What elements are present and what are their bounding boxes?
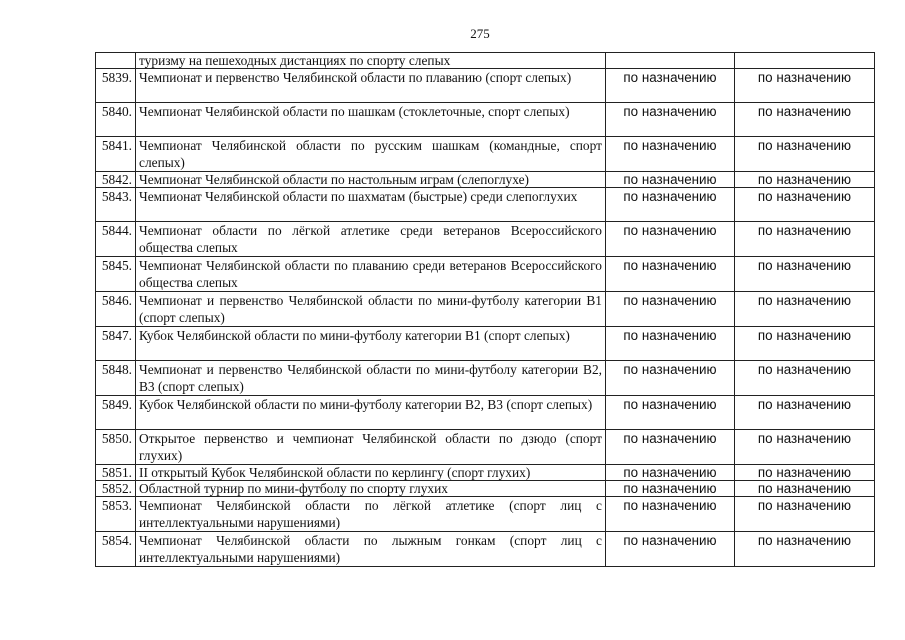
event-value-1: по назначению — [606, 292, 735, 327]
event-value-1: по назначению — [606, 361, 735, 396]
event-value-2: по назначению — [735, 172, 875, 188]
table-row — [96, 137, 875, 172]
event-name: Чемпионат Челябинской области по шашкам (стоклеточные, спорт слепых) — [136, 103, 606, 137]
row-number: 5847. — [96, 327, 136, 361]
event-name: Чемпионат области по лёгкой атлетике среди ветеранов Всероссийского общества слепых — [136, 222, 606, 257]
event-value-1 — [606, 53, 735, 69]
event-value-1: по назначению — [606, 137, 735, 172]
event-value-2: по назначению — [735, 137, 875, 172]
event-value-1: по назначению — [606, 327, 735, 361]
row-number: 5852. — [96, 481, 136, 497]
event-name: Чемпионат и первенство Челябинской области по мини-футболу категории B2, B3 (спорт слепых) — [136, 361, 606, 396]
table-row — [96, 257, 875, 292]
event-value-2 — [735, 53, 875, 69]
row-number: 5848. — [96, 361, 136, 396]
table-row — [96, 396, 875, 430]
table-row — [96, 69, 875, 103]
event-name: Открытое первенство и чемпионат Челябинской области по дзюдо (спорт глухих) — [136, 430, 606, 465]
event-value-2: по назначению — [735, 481, 875, 497]
event-value-1: по назначению — [606, 257, 735, 292]
row-number: 5843. — [96, 188, 136, 222]
table-row — [96, 292, 875, 327]
table-row — [96, 327, 875, 361]
table-row — [96, 430, 875, 465]
event-name: Областной турнир по мини-футболу по спорту глухих — [136, 481, 606, 497]
table-row — [96, 465, 875, 481]
event-value-2: по назначению — [735, 188, 875, 222]
event-value-1: по назначению — [606, 188, 735, 222]
table-row — [96, 188, 875, 222]
row-number: 5845. — [96, 257, 136, 292]
event-value-1: по назначению — [606, 430, 735, 465]
row-number: 5844. — [96, 222, 136, 257]
event-value-2: по назначению — [735, 292, 875, 327]
event-name: Чемпионат Челябинской области по настольным играм (слепоглухе) — [136, 172, 606, 188]
table-row — [96, 497, 875, 532]
events-table-body — [96, 53, 875, 567]
row-number: 5853. — [96, 497, 136, 532]
event-name: Кубок Челябинской области по мини-футболу категории B2, B3 (спорт слепых) — [136, 396, 606, 430]
event-name: Чемпионат Челябинской области по русским шашкам (командные, спорт слепых) — [136, 137, 606, 172]
event-value-1: по назначению — [606, 465, 735, 481]
table-row — [96, 172, 875, 188]
event-value-1: по назначению — [606, 172, 735, 188]
event-value-2: по назначению — [735, 257, 875, 292]
row-number: 5854. — [96, 532, 136, 567]
event-name: Чемпионат и первенство Челябинской области по плаванию (спорт слепых) — [136, 69, 606, 103]
event-value-2: по назначению — [735, 465, 875, 481]
event-value-1: по назначению — [606, 481, 735, 497]
event-name: туризму на пешеходных дистанциях по спорту слепых — [136, 53, 606, 69]
event-value-2: по назначению — [735, 497, 875, 532]
event-value-1: по назначению — [606, 532, 735, 567]
table-row — [96, 222, 875, 257]
event-value-2: по назначению — [735, 222, 875, 257]
event-name: Чемпионат Челябинской области по плаванию среди ветеранов Всероссийского общества слепых — [136, 257, 606, 292]
table-row — [96, 103, 875, 137]
event-value-2: по назначению — [735, 396, 875, 430]
event-value-2: по назначению — [735, 327, 875, 361]
row-number: 5841. — [96, 137, 136, 172]
row-number: 5850. — [96, 430, 136, 465]
event-value-1: по назначению — [606, 396, 735, 430]
event-value-2: по назначению — [735, 430, 875, 465]
event-value-2: по назначению — [735, 361, 875, 396]
page-number: 275 — [470, 26, 490, 41]
event-value-2: по назначению — [735, 103, 875, 137]
event-value-1: по назначению — [606, 497, 735, 532]
event-value-1: по назначению — [606, 222, 735, 257]
row-number: 5840. — [96, 103, 136, 137]
event-name: Чемпионат Челябинской области по лёгкой атлетике (спорт лиц с интеллектуальными нарушениями) — [136, 497, 606, 532]
table-row — [96, 53, 875, 69]
row-number: 5849. — [96, 396, 136, 430]
event-name: Кубок Челябинской области по мини-футболу категории B1 (спорт слепых) — [136, 327, 606, 361]
event-name: Чемпионат Челябинской области по шахматам (быстрые) среди слепоглухих — [136, 188, 606, 222]
event-name: Чемпионат Челябинской области по лыжным гонкам (спорт лиц с интеллектуальными нарушениями) — [136, 532, 606, 567]
event-value-1: по назначению — [606, 103, 735, 137]
event-value-1: по назначению — [606, 69, 735, 103]
events-table — [95, 52, 875, 567]
event-value-2: по назначению — [735, 69, 875, 103]
row-number: 5839. — [96, 69, 136, 103]
table-row — [96, 532, 875, 567]
row-number — [96, 53, 136, 69]
event-name: II открытый Кубок Челябинской области по керлингу (спорт глухих) — [136, 465, 606, 481]
row-number: 5851. — [96, 465, 136, 481]
row-number: 5842. — [96, 172, 136, 188]
event-value-2: по назначению — [735, 532, 875, 567]
table-row — [96, 361, 875, 396]
event-name: Чемпионат и первенство Челябинской области по мини-футболу категории B1 (спорт слепых) — [136, 292, 606, 327]
table-row — [96, 481, 875, 497]
row-number: 5846. — [96, 292, 136, 327]
